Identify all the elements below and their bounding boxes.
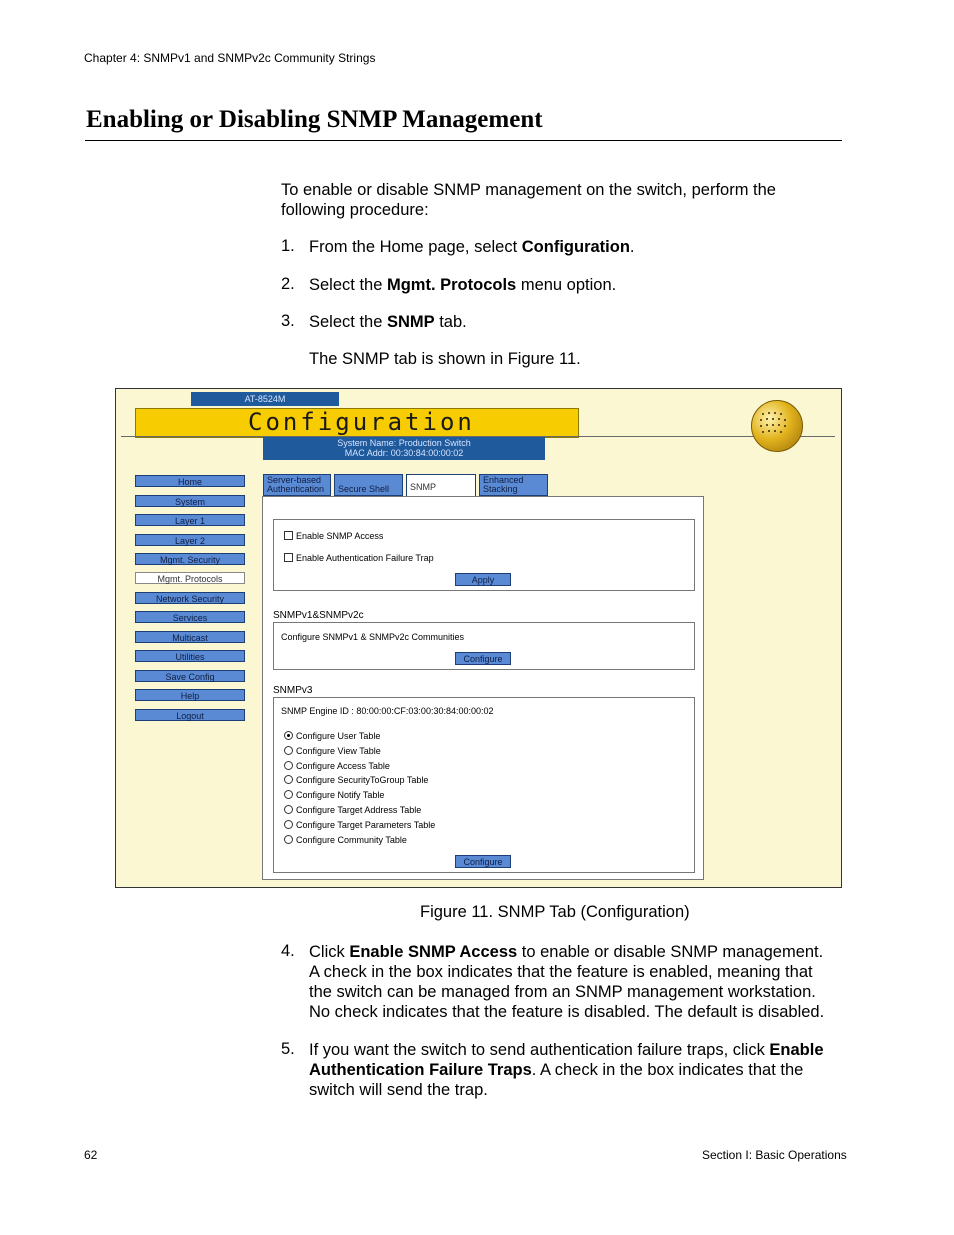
step-note: The SNMP tab is shown in Figure 11. [309, 350, 581, 368]
enable-snmp-access-label: Enable SNMP Access [296, 531, 384, 541]
nav-layer-2[interactable]: Layer 2 [135, 534, 245, 546]
mac-address: MAC Addr: 00:30:84:00:00:02 [344, 448, 464, 458]
title-rule [85, 140, 842, 141]
v3-option-radio[interactable] [284, 835, 293, 844]
step-number: 2. [281, 275, 295, 293]
configure-communities-button[interactable]: Configure [455, 652, 511, 665]
step-text: Select the Mgmt. Protocols menu option. [309, 276, 617, 294]
apply-button[interactable]: Apply [455, 573, 511, 586]
step-5-text: If you want the switch to send authentication failure traps, click Enable Authentication Failure Traps. A check in the box indicates that the switch will send the trap. [309, 1041, 824, 1099]
snmpv1-heading: SNMPv1&SNMPv2c [273, 610, 364, 621]
v3-option-radio[interactable] [284, 761, 293, 770]
intro-line: To enable or disable SNMP management on the switch, perform the [281, 181, 776, 199]
step-number: 3. [281, 312, 295, 330]
v3-option-label: Configure SecurityToGroup Table [296, 775, 429, 785]
enable-auth-trap-checkbox[interactable] [284, 553, 293, 562]
engine-id: SNMP Engine ID : 80:00:00:CF:03:00:30:84:00:00:02 [281, 706, 494, 716]
nav-layer-1[interactable]: Layer 1 [135, 514, 245, 526]
nav-home[interactable]: Home [135, 475, 245, 487]
step-text: From the Home page, select Configuration. [309, 238, 635, 256]
banner-title: Configuration [248, 408, 475, 436]
v3-option-label: Configure View Table [296, 746, 381, 756]
v3-option-radio[interactable] [284, 731, 293, 740]
section-title: Enabling or Disabling SNMP Management [86, 106, 543, 133]
nav-services[interactable]: Services [135, 611, 245, 623]
nav-system[interactable]: System [135, 495, 245, 507]
snmp-tab-screenshot [115, 388, 842, 888]
system-name: System Name: Production Switch [337, 438, 471, 448]
snmpv3-heading: SNMPv3 [273, 685, 313, 696]
step-number: 5. [281, 1040, 295, 1058]
step-number: 4. [281, 942, 295, 960]
snmpv3-group [273, 697, 695, 873]
section-footer: Section I: Basic Operations [702, 1148, 847, 1162]
tab-server-based-authentication[interactable]: Server-based Authentication [263, 474, 331, 496]
configure-snmpv3-button[interactable]: Configure [455, 855, 511, 868]
page-number: 62 [84, 1148, 98, 1162]
v3-option-label: Configure Notify Table [296, 790, 385, 800]
nav-utilities[interactable]: Utilities [135, 650, 245, 662]
tab-snmp[interactable]: SNMP [406, 474, 476, 498]
model-tag: AT-8524M [191, 392, 339, 406]
v3-option-radio[interactable] [284, 775, 293, 784]
nav-save-config[interactable]: Save Config [135, 670, 245, 682]
nav-mgmt-security[interactable]: Mgmt. Security [135, 553, 245, 565]
snmpv1-group [273, 622, 695, 670]
v3-option-label: Configure Target Address Table [296, 805, 422, 815]
intro-line: following procedure: [281, 201, 429, 219]
v3-option-radio[interactable] [284, 790, 293, 799]
globe-binary-icon [757, 409, 795, 439]
enable-snmp-access-checkbox[interactable] [284, 531, 293, 540]
step-number: 1. [281, 237, 295, 255]
v3-option-label: Configure User Table [296, 731, 381, 741]
nav-network-security[interactable]: Network Security [135, 592, 245, 604]
globe-pattern [757, 409, 795, 441]
enable-auth-trap-label: Enable Authentication Failure Trap [296, 553, 434, 563]
chapter-header: Chapter 4: SNMPv1 and SNMPv2c Community Strings [84, 51, 376, 65]
v3-option-label: Configure Access Table [296, 761, 390, 771]
tab-secure-shell[interactable]: Secure Shell [334, 474, 403, 496]
nav-multicast[interactable]: Multicast [135, 631, 245, 643]
snmp-panel [262, 496, 704, 880]
configure-communities-label: Configure SNMPv1 & SNMPv2c Communities [281, 632, 465, 642]
v3-option-label: Configure Community Table [296, 835, 407, 845]
nav-mgmt-protocols[interactable]: Mgmt. Protocols [135, 572, 245, 584]
v3-option-radio[interactable] [284, 805, 293, 814]
system-info [263, 437, 545, 460]
intro-text [281, 180, 776, 220]
step-4-text: Click Enable SNMP Access to enable or disable SNMP management. A check in the box indicates that the feature is enabled, meaning that the switch can be managed from an SNMP management workstation. No check indicates that the feature is disabled. The default is disabled. [309, 943, 825, 1021]
nav-help[interactable]: Help [135, 689, 245, 701]
v3-option-label: Configure Target Parameters Table [296, 820, 436, 830]
snmp-access-group [273, 519, 695, 591]
v3-option-radio[interactable] [284, 746, 293, 755]
tab-enhanced-stacking[interactable]: Enhanced Stacking [479, 474, 548, 496]
step-text: Select the SNMP tab. [309, 313, 467, 331]
v3-option-radio[interactable] [284, 820, 293, 829]
figure-caption: Figure 11. SNMP Tab (Configuration) [420, 903, 690, 921]
nav-logout[interactable]: Logout [135, 709, 245, 721]
